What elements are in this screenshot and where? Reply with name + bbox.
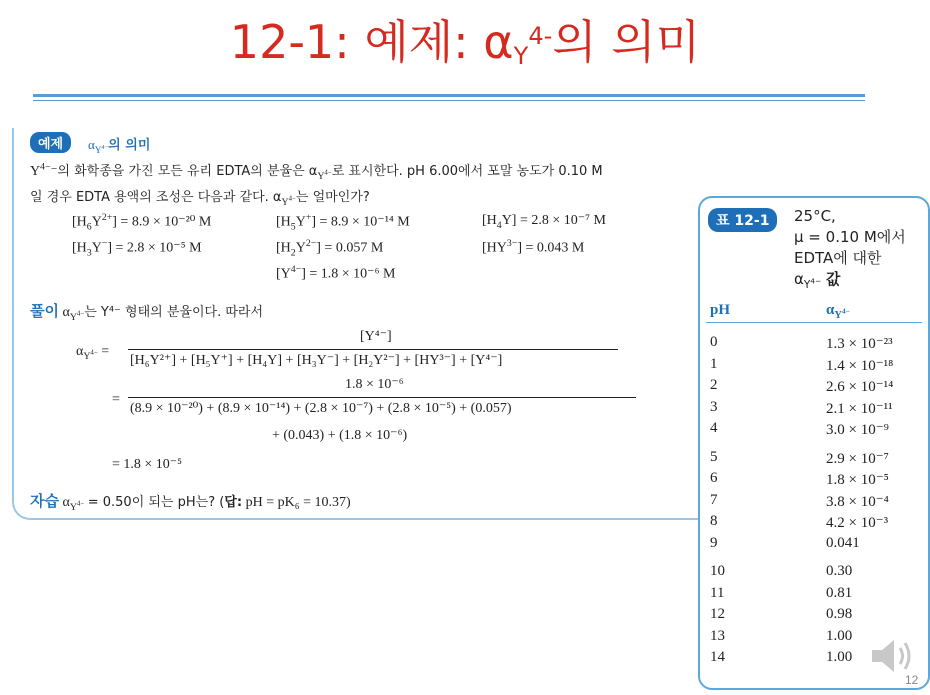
ph-cell: 14 (710, 649, 725, 665)
alpha-cell: 3.8 × 10⁻⁴ (826, 493, 889, 510)
ph-cell: 13 (710, 627, 725, 644)
conc-h2y: $[H_2Y^{2-}] = 0.057$ M (276, 238, 384, 259)
problem-line-1: $Y^{4-}^-$의 화학종을 가진 모든 유리 EDTA의 분율은 $\alpha_{Y^{4-}}$로 표시한다. pH 6.00에서 포말 농도가 0.10 M (30, 161, 603, 182)
conc-hy: $[HY^{3-}] = 0.043$ M (482, 238, 585, 256)
alpha-cell: 0.041 (826, 534, 860, 551)
alpha-cell: 1.8 × 10⁻⁵ (826, 472, 889, 488)
ph-cell: 11 (710, 584, 725, 601)
alpha-cell: 0.30 (826, 563, 853, 579)
alpha-cell: 4.2 × 10⁻³ (826, 515, 889, 531)
table-panel (698, 196, 930, 690)
frac2-bar (128, 397, 636, 398)
title-divider (33, 94, 865, 97)
slide-title: 12-1: 예제: $\alpha_Y^{4-}$의 의미 (229, 15, 701, 70)
alpha-cell: 1.00 (826, 627, 853, 644)
frac2-denominator: (8.9 × 10⁻²⁰) + (8.9 × 10⁻¹⁴) + (2.8 × 10⁻⁷) + (2.8 × 10⁻⁵) + (0.057) (130, 401, 512, 416)
conc-h5y: $[H_5Y^+] = 8.9 \times 10^{-14}$ M (276, 212, 410, 233)
alpha-cell: 2.6 × 10⁻¹⁴ (826, 379, 894, 395)
frac1-denominator: [H₆Y²⁺] + [H₅Y⁺] + [H₄Y] + [H₃Y⁻] + [H₂Y²⁻] + [HY³⁻] + [Y⁴⁻] (130, 353, 503, 368)
alpha-cell: 1.4 × 10⁻¹⁸ (826, 357, 894, 374)
ph-cell: 4 (710, 420, 718, 436)
frac1-numerator: [Y⁴⁻] (360, 329, 392, 344)
ph-cell: 1 (710, 355, 718, 372)
conc-y: $[Y^{4-}] = 1.8 \times 10^{-6}$ M (276, 264, 396, 282)
alpha-cell: 0.98 (826, 606, 853, 622)
frac1-bar (128, 349, 618, 350)
practice-line: 자습 $\alpha_{Y^{4-}} = 0.50$이 되는 pH는? (답: pH = pK₆ = 10.37) (30, 492, 351, 513)
title-divider-thin (33, 100, 865, 101)
col-header-ph: pH (710, 302, 731, 318)
conc-h6y: $[H_6Y^{2+}] = 8.9 \times 10^{-20}$ M (72, 212, 212, 233)
alpha-cell: 3.0 × 10⁻⁹ (826, 422, 889, 438)
ph-cell: 12 (710, 606, 725, 622)
ph-cell: 8 (710, 513, 718, 529)
col-header-alpha: $\alpha_{Y^{4-}}$ (826, 302, 850, 321)
table-badge: 표 12-1 (708, 208, 777, 232)
page-number: 12 (905, 673, 919, 687)
conc-h3y: $[H_3Y^-] = 2.8 \times 10^{-5}$ M (72, 238, 202, 259)
alpha-cell: 0.81 (826, 584, 853, 601)
problem-line-2: 일 경우 EDTA 용액의 조성은 다음과 같다. $\alpha_{Y^{4-}}$는 얼마인가? (30, 190, 370, 208)
example-heading: $\alpha_{Y^{4-}}$의 의미 (88, 137, 151, 155)
example-badge: 예제 (30, 132, 71, 153)
table-caption: 25°C, μ = 0.10 M에서 EDTA에 대한 $\alpha_{Y^{4-}}$ 값 (794, 207, 906, 291)
header-rule (706, 322, 922, 323)
ph-cell: 9 (710, 534, 718, 551)
ph-cell: 7 (710, 491, 718, 508)
ph-cell: 0 (710, 334, 718, 350)
alpha-symbol: $\alpha_{Y^{4-}}$ = (76, 344, 110, 362)
ph-cell: 3 (710, 398, 718, 415)
alpha-cell: 1.3 × 10⁻²³ (826, 336, 893, 352)
result: = 1.8 × 10⁻⁵ (112, 457, 183, 472)
frac2-denominator-cont: + (0.043) + (1.8 × 10⁻⁶) (272, 428, 408, 443)
ph-cell: 5 (710, 448, 718, 465)
alpha-cell: 2.1 × 10⁻¹¹ (826, 400, 893, 417)
alpha-cell: 2.9 × 10⁻⁷ (826, 450, 889, 467)
ph-cell: 2 (710, 377, 718, 393)
equals-sign: = (112, 392, 120, 407)
ph-cell: 6 (710, 470, 718, 486)
conc-h4y: $[H_4Y] = 2.8 \times 10^{-7}$ M (482, 213, 606, 231)
ph-cell: 10 (710, 563, 725, 579)
alpha-cell: 1.00 (826, 649, 853, 665)
frac2-numerator: 1.8 × 10⁻⁶ (345, 377, 404, 392)
solution-line: 풀이 $\alpha_{Y^{4-}}$는 Y⁴⁻ 형태의 분율이다. 따라서 (30, 302, 264, 323)
